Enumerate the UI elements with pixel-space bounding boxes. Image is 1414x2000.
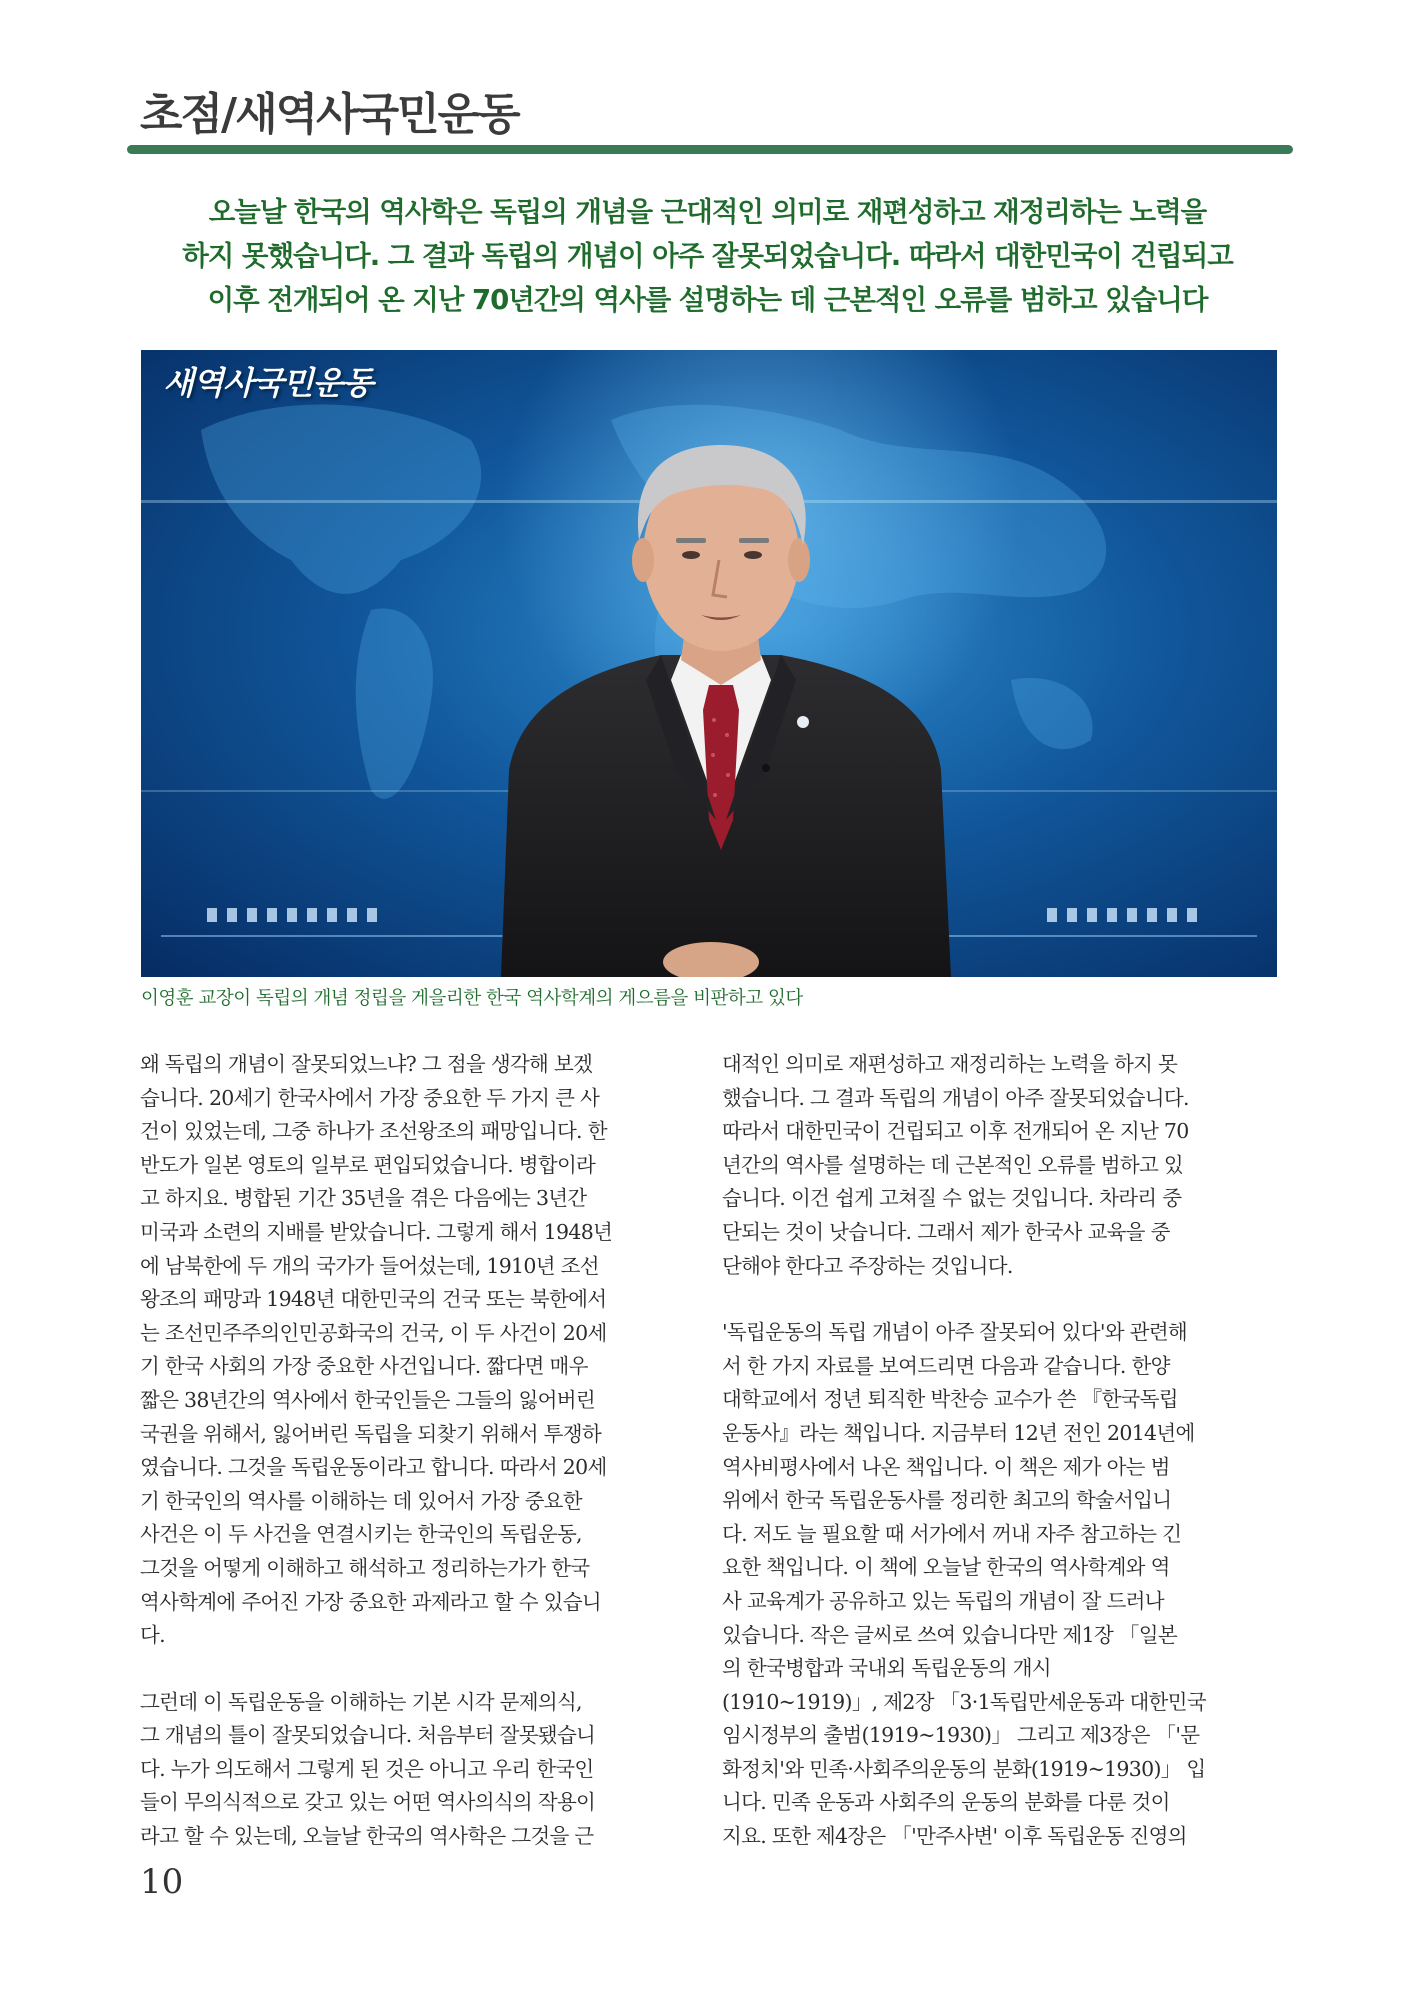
page-number: 10 — [140, 1862, 184, 1902]
section-title: 초점/새역사국민운동 — [140, 89, 519, 140]
paragraph: 대적인 의미로 재편성하고 재정리하는 노력을 하지 못 했습니다. 그 결과 독립의 개념이 아주 잘못되었습니다. 따라서 대한민국이 건립되고 이후 전개되어 온 지난 70 년간의 역사를 설명하는 데 근본적인 오류를 범하고 있 습니다. 이건 쉽게 고쳐질 수 없는 것입니다. 차라리 중 단되는 것이 낫습니다. 그래서 제가 한국사 교육을 중 단해야 한다고 주장하는 것입니다. — [722, 1052, 1189, 1278]
speaker-photo — [141, 350, 1277, 977]
photo-caption: 이영훈 교장이 독립의 개념 정립을 게을리한 한국 역사학계의 게으름을 비판하고 있다 — [141, 988, 803, 1009]
paragraph: 왜 독립의 개념이 잘못되었느냐? 그 점을 생각해 보겠 습니다. 20세기 한국사에서 가장 중요한 두 가지 큰 사 건이 있었는데, 그중 하나가 조선왕조의 패망입니다. 한 반도가 일본 영토의 일부로 편입되었습니다. 병합이라 고 하지요. 병합된 기간 35년을 겪은 다음에는 3년간 미국과 소련의 지배를 받았습니다. 그렇게 해서 1948년 에 남북한에 두 개의 국가가 들어섰는데, 1910년 조선 왕조의 패망과 1948년 대한민국의 건국 또는 북한에서 는 조선민주주의인민공화국의 건국, 이 두 사건이 20세 기 한국 사회의 가장 중요한 사건입니다. 짧다면 매우 짧은 38년간의 역사에서 한국인들은 그들의 잃어버린 국권을 위해서, 잃어버린 독립을 되찾기 위해서 투쟁하 였습니다. 그것을 독립운동이라고 합니다. 따라서 20세 기 한국인의 역사를 이해하는 데 있어서 가장 중요한 사건은 이 두 사건을 연결시키는 한국인의 독립운동, 그것을 어떻게 이해하고 해석하고 정리하는가가 한국 역사학계에 주어진 가장 중요한 과제라고 할 수 있습니 다. — [140, 1052, 613, 1648]
lead-line: 이후 전개되어 온 지난 70년간의 역사를 설명하는 데 근본적인 오류를 범하고 있습니다 — [207, 284, 1208, 316]
body-column-right — [722, 1048, 1277, 1854]
header-divider — [127, 145, 1293, 154]
body-column-left — [140, 1048, 695, 1854]
broadcast-logo: 새역사국민운동 — [163, 364, 373, 402]
lead-quote — [130, 190, 1285, 322]
paragraph: 그런데 이 독립운동을 이해하는 기본 시각 문제의식, 그 개념의 틀이 잘못되었습니다. 처음부터 잘못됐습니 다. 누가 의도해서 그렇게 된 것은 아니고 우리 한국인 들이 무의식적으로 갖고 있는 어떤 역사의식의 작용이 라고 할 수 있는데, 오늘날 한국의 역사학은 그것을 근 — [140, 1689, 596, 1849]
lead-line: 하지 못했습니다. 그 결과 독립의 개념이 아주 잘못되었습니다. 따라서 대한민국이 건립되고 — [182, 240, 1233, 272]
light-bars-left — [207, 908, 377, 922]
photo-illustration — [141, 350, 1277, 977]
paragraph: '독립운동의 독립 개념이 아주 잘못되어 있다'와 관련해 서 한 가지 자료를 보여드리면 다음과 같습니다. 한양 대학교에서 정년 퇴직한 박찬승 교수가 쓴 『한국독립 운동사』라는 책입니다. 지금부터 12년 전인 2014년에 역사비평사에서 나온 책입니다. 이 책은 제가 아는 범 위에서 한국 독립운동사를 정리한 최고의 학술서입니 다. 저도 늘 필요할 때 서가에서 꺼내 자주 참고하는 긴 요한 책입니다. 이 책에 오늘날 한국의 역사학계와 역 사 교육계가 공유하고 있는 독립의 개념이 잘 드러나 있습니다. 작은 글씨로 쓰여 있습니다만 제1장 「일본 의 한국병합과 국내외 독립운동의 개시 (1910~1919)」, 제2장 「3·1독립만세운동과 대한민국 임시정부의 출범(1919~1930)」 그리고 제3장은 「'문 화정치'와 민족·사회주의운동의 분화(1919~1930)」 입 니다. 민족 운동과 사회주의 운동의 분화를 다룬 것이 지요. 또한 제4장은 「'만주사변' 이후 독립운동 진영의 — [722, 1320, 1206, 1849]
light-bars-right — [1047, 908, 1197, 922]
lead-line: 오늘날 한국의 역사학은 독립의 개념을 근대적인 의미로 재편성하고 재정리하는 노력을 — [208, 196, 1207, 228]
